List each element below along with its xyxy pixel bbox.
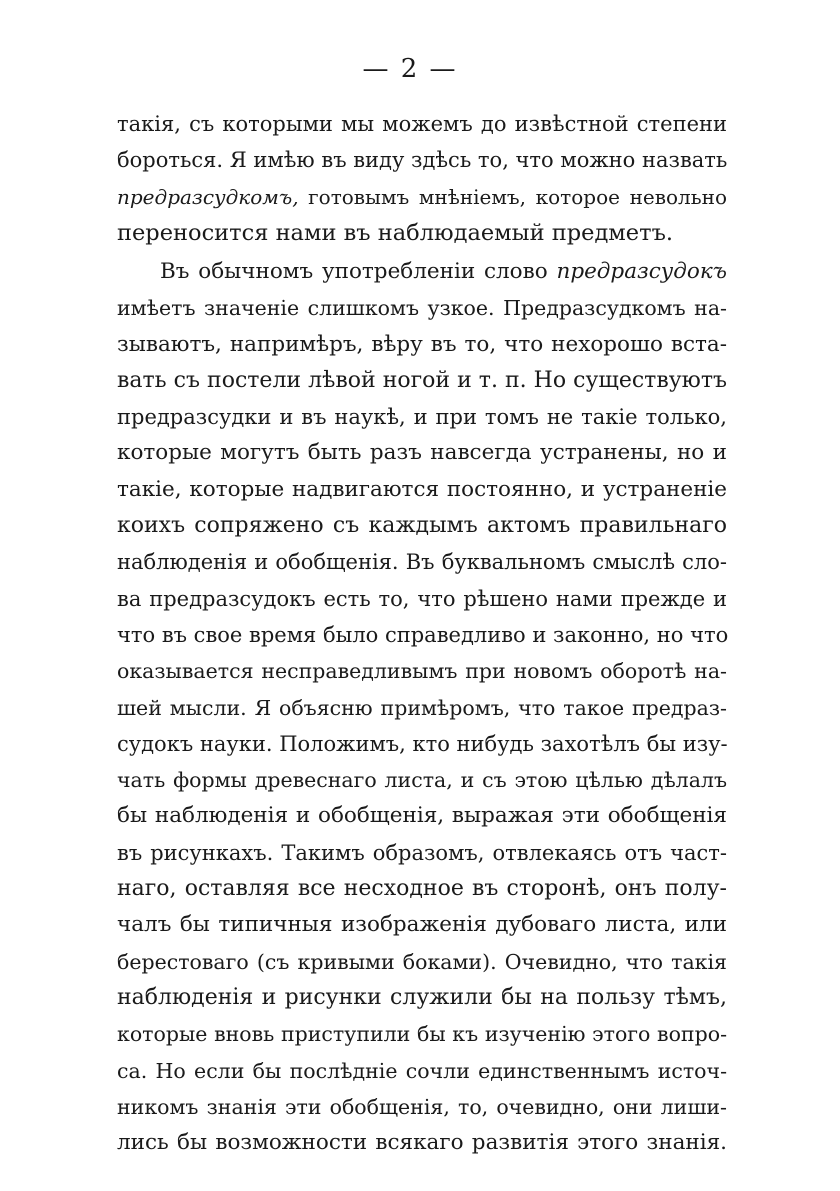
paragraph-2: [117, 254, 727, 1161]
text-line: никомъ знанія эти обобщенія, то, очевидно, они лиши-: [117, 1094, 727, 1119]
text-line: шей мысли. Я объясню примѣромъ, что такое предраз-: [117, 695, 727, 720]
text-line: ва предразсудокъ есть то, что рѣшено нами прежде и: [117, 586, 727, 611]
text-line: оказывается несправедливымъ при новомъ оборотѣ на-: [117, 659, 727, 684]
text-line: такія, съ которыми мы можемъ до извѣстной степени: [117, 112, 727, 136]
text-line: бороться. Я имѣю въ виду здѣсь то, что можно назвать: [117, 148, 728, 173]
text-line: имѣетъ значеніе слишкомъ узкое. Предразсудкомъ на-: [117, 296, 727, 321]
text-line: въ рисункахъ. Такимъ образомъ, отвлекаясь отъ част-: [117, 840, 727, 865]
text-line: что въ свое время было справедливо и законно, но что: [117, 622, 729, 647]
text-line: чалъ бы типичныя изображенія дубоваго листа, или: [117, 912, 727, 938]
text-line: наго, оставляя все несходное въ сторонѣ, онъ полу-: [117, 876, 727, 902]
paragraph-1: [117, 106, 727, 251]
text-line: Въ обычномъ употребленіи слово предразсудокъ: [160, 259, 727, 284]
italic-term: предразсудкомъ,: [117, 184, 299, 209]
text-line: бы наблюденія и обобщенія, выражая эти обобщенія: [117, 803, 727, 829]
text-line: лись бы возможности всякаго развитія этого знанія.: [117, 1130, 727, 1156]
text-line: переносится нами въ наблюдаемый предметъ.: [117, 219, 674, 246]
text-line: коихъ сопряжено съ каждымъ актомъ правильнаго: [117, 513, 727, 539]
text-line: са. Но если бы послѣдніе сочли единственнымъ источ-: [117, 1058, 727, 1083]
italic-term: предразсудокъ: [556, 259, 727, 284]
page-number: — 2 —: [362, 54, 458, 84]
text-line: такіе, которые надвигаются постоянно, и устраненіе: [117, 476, 727, 502]
text-line: предразсудки и въ наукѣ, и при томъ не такіе только,: [117, 405, 727, 430]
text-line: судокъ науки. Положимъ, кто нибудь захотѣлъ бы изу-: [117, 731, 728, 756]
text-line: зываютъ, напримѣръ, вѣру въ то, что нехорошо вста-: [117, 331, 727, 357]
text-line: наблюденія и обобщенія. Въ буквальномъ смыслѣ сло-: [117, 550, 727, 575]
text-line: предразсудкомъ, готовымъ мнѣніемъ, которое невольно: [117, 184, 727, 209]
text-line: которые могутъ быть разъ навсегда устранены, но и: [117, 440, 727, 466]
text-line: берестоваго (съ кривыми боками). Очевидно, что такія: [117, 949, 727, 974]
text-line: которые вновь приступили бы къ изученію этого вопро-: [117, 1022, 727, 1047]
text-line: чать формы древеснаго листа, и съ этою цѣлью дѣлалъ: [117, 768, 727, 793]
text-line: вать съ постели лѣвой ногой и т. п. Но существуютъ: [117, 367, 727, 393]
text-line: наблюденія и рисунки служили бы на пользу тѣмъ,: [117, 984, 727, 1010]
